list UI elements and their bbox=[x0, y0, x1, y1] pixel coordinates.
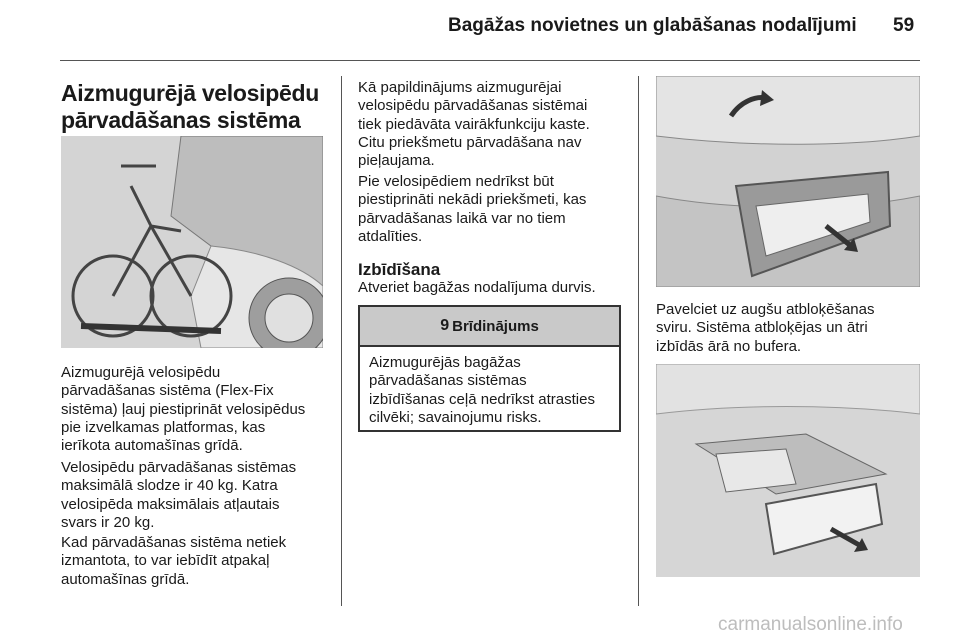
column-divider-2 bbox=[638, 76, 639, 606]
text-line: automašīnas grīdā. bbox=[61, 570, 190, 588]
warning-body bbox=[360, 347, 619, 434]
text-line: piestiprināti nekādi priekšmeti, kas bbox=[358, 191, 587, 209]
footer-watermark: carmanualsonline.info bbox=[718, 614, 903, 635]
warning-box bbox=[358, 305, 621, 432]
text-line: sistēma) ļauj piestiprināt velosipēdus bbox=[61, 400, 306, 418]
col1-paragraph-2 bbox=[61, 459, 296, 532]
carrier-extended-illustration bbox=[656, 364, 920, 577]
col3-paragraph-1 bbox=[656, 301, 874, 356]
text-line: izbīdās ārā no bufera. bbox=[656, 337, 802, 355]
warning-header bbox=[360, 307, 619, 347]
bike-carrier-illustration bbox=[61, 136, 323, 348]
text-line: izmantota, to var iebīdīt atpakaļ bbox=[61, 552, 270, 570]
col2-paragraph-3: Atveriet bagāžas nodalījuma durvis. bbox=[358, 279, 596, 296]
text-line: ierīkota automašīnas grīdā. bbox=[61, 437, 243, 455]
text-line: velosipēdu pārvadāšanas sistēmai bbox=[358, 97, 588, 115]
text-line: Kad pārvadāšanas sistēma netiek bbox=[61, 534, 287, 551]
section-title-line2: pārvadāšanas sistēma bbox=[61, 107, 301, 133]
text-line: pārvadāšanas sistēma (Flex-Fix bbox=[61, 382, 274, 400]
text-line: pārvadāšanas sistēmas bbox=[369, 372, 527, 390]
text-line: atdalīties. bbox=[358, 227, 423, 245]
text-line: Pavelciet uz augšu atbloķēšanas bbox=[656, 301, 875, 318]
text-line: velosipēda maksimālais atļautais bbox=[61, 495, 280, 513]
section-title-line1: Aizmugurējā velosipēdu bbox=[61, 80, 319, 106]
text-line: Citu priekšmetu pārvadāšana nav bbox=[358, 133, 582, 151]
col1-paragraph-3 bbox=[61, 534, 286, 589]
subheading: Izbīdīšana bbox=[358, 260, 441, 279]
text-line: Aizmugurējās bagāžas bbox=[369, 354, 521, 371]
warning-title: Brīdinājums bbox=[452, 317, 539, 335]
text-line: tiek piedāvāta vairākfunkciju kaste. bbox=[358, 115, 590, 133]
text-line: Velosipēdu pārvadāšanas sistēmas bbox=[61, 459, 297, 476]
text-line: izbīdīšanas ceļā nedrīkst atrasties bbox=[369, 390, 595, 408]
header-title: Bagāžas novietnes un glabāšanas nodalījumi bbox=[448, 15, 857, 36]
col2-paragraph-2 bbox=[358, 173, 586, 246]
text-line: Pie velosipēdiem nedrīkst būt bbox=[358, 173, 554, 190]
header-divider bbox=[60, 60, 920, 61]
col2-paragraph-1 bbox=[358, 79, 590, 170]
text-line: pieļaujama. bbox=[358, 152, 435, 170]
warning-icon: 9 bbox=[440, 317, 450, 334]
section-title bbox=[61, 80, 341, 134]
page-number: 59 bbox=[893, 15, 915, 36]
col1-paragraph-1 bbox=[61, 364, 305, 455]
column-divider-1 bbox=[341, 76, 342, 606]
text-line: cilvēki; savainojumu risks. bbox=[369, 408, 542, 426]
text-line: maksimālā slodze ir 40 kg. Katra bbox=[61, 477, 278, 495]
unlock-lever-illustration bbox=[656, 76, 920, 287]
text-line: Kā papildinājums aizmugurējai bbox=[358, 79, 562, 96]
text-line: pie izvelkamas platformas, kas bbox=[61, 418, 266, 436]
text-line: pārvadāšanas laikā var no tiem bbox=[358, 209, 566, 227]
text-line: svars ir 20 kg. bbox=[61, 513, 155, 531]
text-line: sviru. Sistēma atbloķējas un ātri bbox=[656, 319, 868, 337]
text-line: Aizmugurējā velosipēdu bbox=[61, 364, 221, 381]
